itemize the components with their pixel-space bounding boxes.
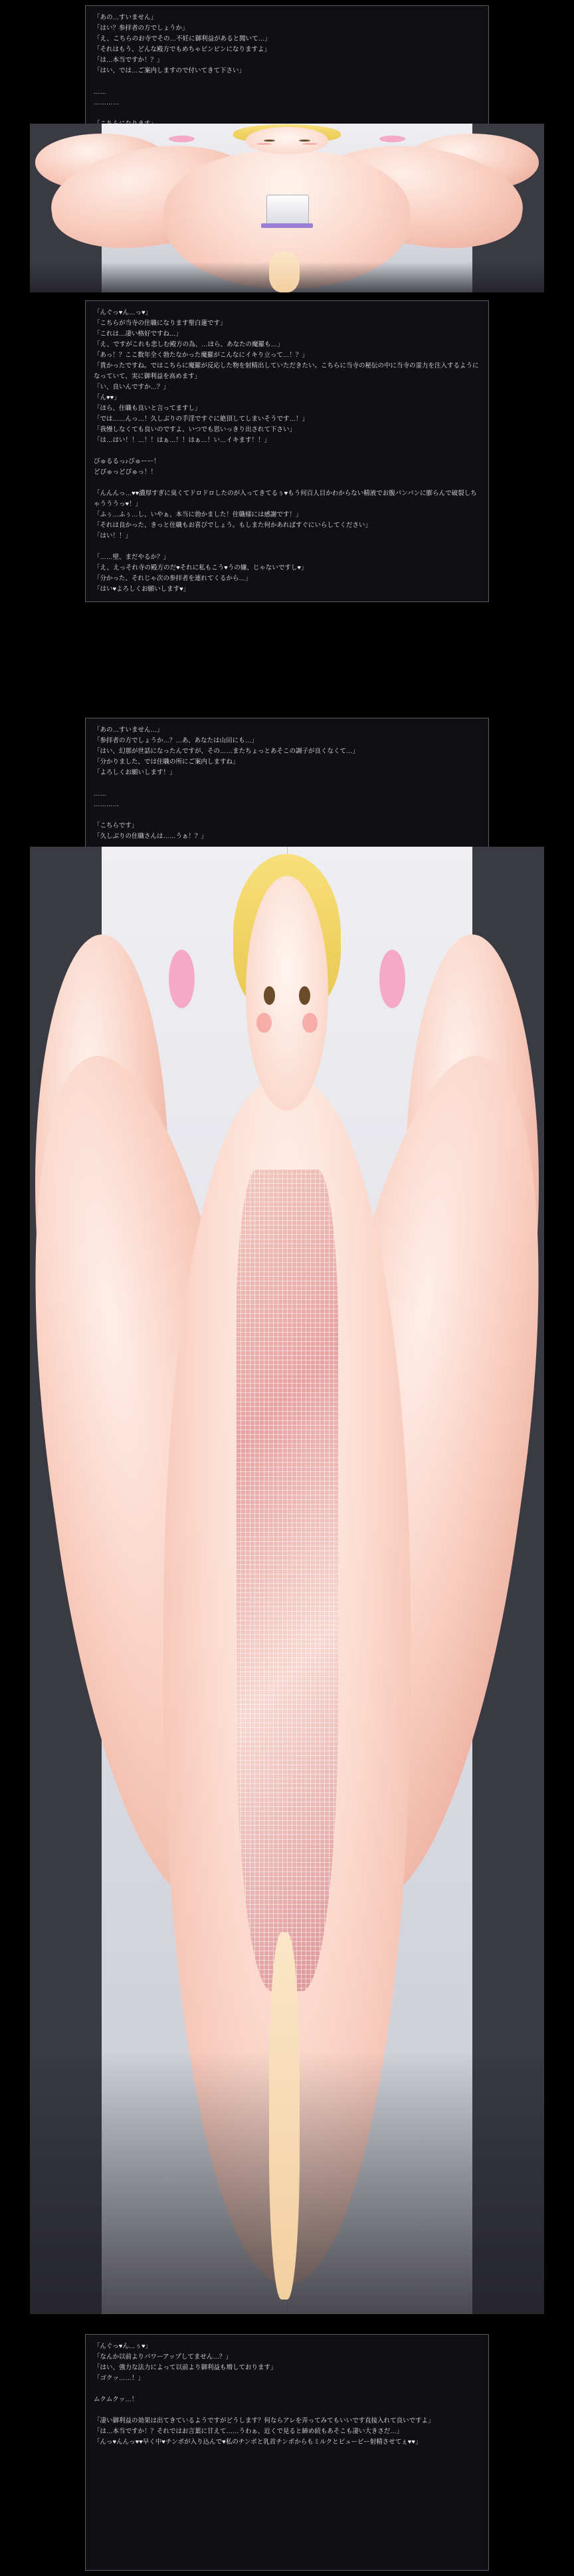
dialogue-line: ………… [94, 99, 119, 106]
dialogue-line: 「それは良かった、きっと住職もお喜びでしょう。もしまた何かあればすぐにいらしてください」 [94, 522, 372, 529]
dialogue-line: 「はい？参拝者の方でしょうか」 [94, 25, 189, 32]
dialogue-line: 「これは…凄い格好ですね…」 [94, 330, 183, 338]
dialogue-line: 「あっ！？ここ数年全く勃たなかった魔羅がこんなにイキり立って…！？」 [94, 352, 308, 359]
dialogue-line: 「なんか以前よりパワーアップしてません…？」 [94, 2353, 232, 2361]
dialogue-line: 「は…本当ですか！？」 [94, 56, 163, 64]
dialogue-line: ムクムクッ…！ [94, 2396, 138, 2403]
dialogue-line: 「はい、では…ご案内しますので付いてきて下さい」 [94, 67, 246, 74]
dialogue-line: 「んぐっ♥ん…ぅ♥」 [94, 2343, 152, 2350]
censor-mosaic [236, 1170, 339, 1991]
dialogue-line: 「あの…すいません…」 [94, 726, 163, 734]
dialogue-block-2 [85, 300, 489, 602]
dialogue-line: 「はい♥よろしくお願いします♥」 [94, 586, 190, 593]
spacer-line [94, 2405, 480, 2416]
dialogue-line: 「はい、強力な法力によって以前より御利益も増しております」 [94, 2364, 277, 2371]
eye-right [299, 986, 310, 1006]
dialogue-line: びゅるるっ♪びゅーー！ [94, 458, 160, 465]
dialogue-line: 「ほら、住職も良いと言ってますし」 [94, 405, 201, 412]
dialogue-line: 「貴かったですね。ではこちらに魔羅が反応した物を射精出していただきたい。こちらに当寺の秘伝の中に当寺の霊力を注入するようになっていて、実に御利益を高めます」 [94, 362, 479, 380]
dialogue-line: 「それはもう、どんな殿方でもめちゃピンピンになりますよ」 [94, 46, 271, 53]
dialogue-line: 「ゴクッ……！」 [94, 2375, 145, 2382]
dialogue-line: ………… [94, 801, 119, 808]
collection-device [266, 195, 309, 227]
dialogue-line: 「ふぅ…ふぅ…し、いやぁ、本当に勃かました！住職様には感謝です！」 [94, 511, 302, 518]
dialogue-line: 「い、良いんですか…？」 [94, 383, 170, 391]
dialogue-line: …… [94, 88, 106, 96]
lower-shaft [269, 1933, 300, 2300]
spacer-line [94, 108, 480, 119]
device-cap [261, 223, 312, 229]
dialogue-line: 「我慢しなくても良いのですよ、いつでも思いっきり出されて下さい」 [94, 426, 296, 433]
dialogue-line: 「はい、幻那が世話になったんですが、その……またちょっとあそこの調子が良くなくて…」 [94, 748, 359, 755]
dialogue-line: 「んんんっ…♥♥濃厚すぎに臭くてドロドロしたのが入ってきてるぅ♥もう何百人目かわからない精液でお腹パンパンに膨らんで破裂しちゃうううっ♥！」 [94, 490, 477, 508]
dialogue-line: 「分かった、それじゃ次の参拝者を連れてくるから…」 [94, 575, 252, 582]
dialogue-line: 「は…本当ですか！？それではお言葉に甘えて……うわぁ、近くで見ると締め続もあそこも凄い大きさだ…」 [94, 2428, 403, 2435]
dialogue-line: 「は…はい！！…！！はぁ…！！はぁ…！い…イキます！！」 [94, 437, 271, 444]
dialogue-line: 「え、えっそれ寺の殿方のだ♥それに私もこう♥うの嫌、じゃないですし♥」 [94, 564, 308, 572]
dialogue-line: 「では……んっ…！久しぶりの手淫ですぐに絶頂してしまいそうです…！」 [94, 415, 309, 423]
head [246, 876, 328, 1111]
dialogue-line: 「……壁、まだやるか？」 [94, 554, 170, 561]
dialogue-line: …… [94, 790, 106, 798]
spacer-line [94, 542, 480, 552]
dialogue-line: 「あの…すいません」 [94, 14, 157, 21]
ribbon-left [169, 950, 195, 1008]
blush-left [256, 1013, 272, 1033]
spacer-line [94, 778, 480, 789]
dialogue-line: 「え、ですがこれも悲しむ殿方の為、…ほら、あなたの魔羅も…」 [94, 341, 284, 348]
illustration-panel-1 [30, 124, 544, 292]
dialogue-line: 「はい！！」 [94, 532, 132, 540]
spacer-line [94, 446, 480, 457]
spacer-line [94, 2384, 480, 2395]
illustration-panel-2 [30, 847, 544, 2314]
spacer-line [94, 478, 480, 488]
dialogue-line: 「んっ♥んんっ♥♥早く中♥チンポが入り込んで♥私のチンポと乳首チンポからもミルクとピュービー射精させてぇ♥♥」 [94, 2438, 422, 2446]
head [246, 127, 328, 154]
ribbon-right [379, 950, 405, 1008]
ribbon-left [169, 136, 195, 142]
spacer-line [94, 76, 480, 87]
dialogue-line: 「参拝者の方でしょうか…？…あ、あなたは山田にも…」 [94, 737, 258, 744]
dialogue-line: 「よろしくお願いします！」 [94, 769, 176, 776]
ribbon-right [379, 136, 405, 142]
dialogue-line: 「え、こちらのお寺でその…不妊に御利益があると聞いて…」 [94, 35, 271, 43]
dialogue-line: どぴゅっどぴゅっ！！ [94, 469, 157, 476]
dialogue-block-4 [85, 2334, 489, 2571]
dialogue-line: 「こちらです」 [94, 822, 138, 829]
dialogue-line: 「んぐっ♥ん…っ♥」 [94, 309, 152, 316]
dialogue-line: 「久しぶりの住職さんは……うぁ！？」 [94, 833, 208, 840]
dialogue-block-3 [85, 718, 489, 849]
dialogue-line: 「分かりました、では住職の所にご案内しますね」 [94, 758, 239, 766]
spacer-line [94, 810, 480, 821]
dialogue-line: 「ん♥♥」 [94, 394, 120, 401]
dialogue-line: 「凄い御利益の効果は出てきているようですがどうします？何ならアレを弄ってみてもいいです直接入れて良いですよ」 [94, 2417, 434, 2424]
lower-shaft [269, 252, 300, 292]
dialogue-line: 「こちらが当寺の住職になります聖白蓮です」 [94, 320, 227, 327]
